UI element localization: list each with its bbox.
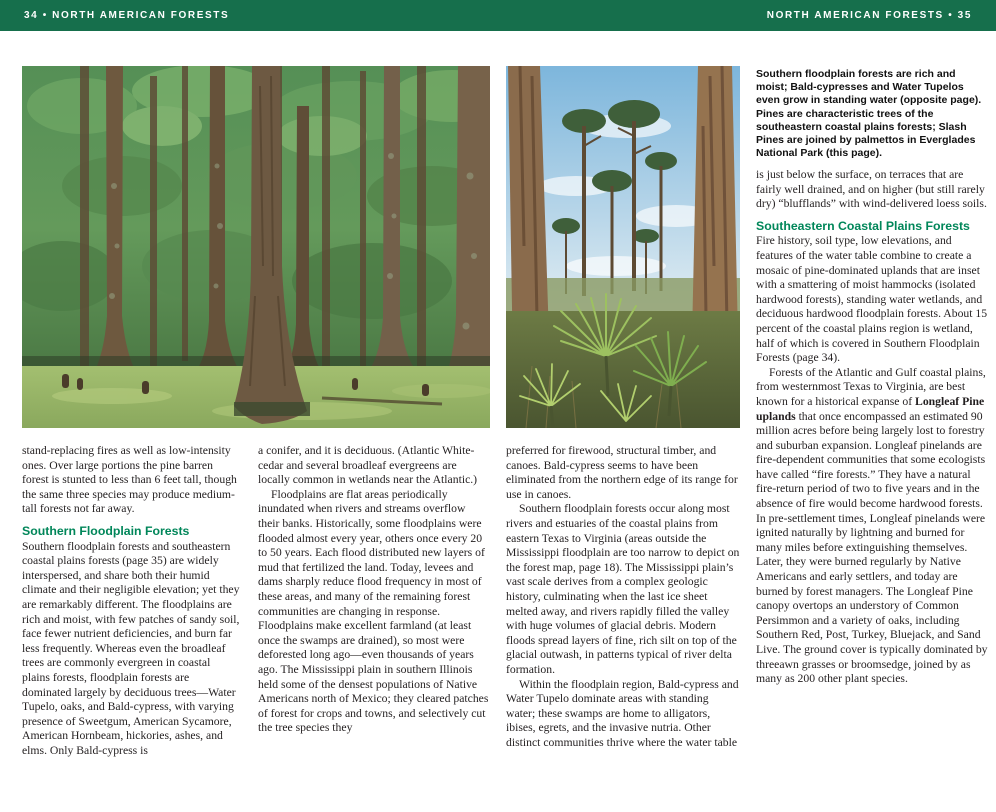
body-paragraph: stand-replacing fires as well as low-intensity ones. Over large portions the pine barren forest is stunted to less than 6 feet tall, though the same three species may produce medium-tall forests not far away. [22, 444, 237, 516]
body-paragraph: Fire history, soil type, low elevations, and features of the water table combine to create a mosaic of pine-dominated uplands that are inset with a smattering of moist hammocks (isolated hardwood forests), standing water wetlands, and deciduous hardwood floodplain forests. About 15 percent of the coastal plains region is wetland, half of which is covered in Southern Floodplain Forests (page 34). [756, 234, 988, 365]
slash-pine-palmetto-photo [506, 66, 740, 428]
text-column-2 [258, 444, 489, 736]
running-header-right: NORTH AMERICAN FORESTS • 35 [766, 10, 972, 21]
pine-photo-illustration [506, 66, 740, 428]
text-column-3 [506, 444, 740, 750]
body-paragraph: preferred for firewood, structural timber, and canoes. Bald-cypress seems to have been eliminated from the northern edge of its range for use in canoes. [506, 444, 738, 501]
body-paragraph: is just below the surface, on terraces that are fairly well drained, and on higher (but still rarely dry) “blufflands” with wind-delivered loess soils. [756, 168, 987, 211]
section-heading: Southern Floodplain Forests [22, 523, 190, 538]
section-heading: Southeastern Coastal Plains Forests [756, 218, 970, 233]
photo-caption: Southern floodplain forests are rich and moist; Bald-cypresses and Water Tupelos even grow in standing water (opposite page). Pines are characteristic trees of the southeastern coastal plains forests; Slash Pines are joined by palmettos in Everglades National Park (this page). [756, 68, 982, 160]
body-paragraph: Forests of the Atlantic and Gulf coastal plains, from westernmost Texas to Virginia, are best known for a historical expanse of Longleaf Pine uplands that once encompassed an estimated 90 million acres before being largely lost to forestry and suburban expansion. Longleaf pinelands are fire-dependent communities that some ecologists have called “fire forests.” They have a natural fire-return period of two to five years and in the absence of fire would become hardwood forests. In pre-settlement times, Longleaf pinelands were ignited naturally by lightning and burned for many miles before extinguishing themselves. Later, they were burned regularly by Native Americans and early settlers, and today are burned by forest managers. The Longleaf Pine canopy overtops an understory of Common Persimmon and a variety of oaks, including Southern Red, Post, Turkey, Bluejack, and Sand Live. The ground cover is typically dominated by threeawn grasses or broomsedge, joined by as many as 200 other plant species. [756, 365, 988, 686]
text-column-1 [22, 444, 241, 758]
body-paragraph: Southern floodplain forests occur along most rivers and estuaries of the coastal plains from eastern Texas to Virginia (areas outside the Mississippi floodplain are too narrow to depict on the forest map, page 18). The Mississippi plain’s vast scale derives from a complex geologic history, culminating when the last ice sheet melted away, and rivers rapidly filled the valley with huge volumes of glacial debris. Modern floods spread layers of fine, rich silt on top of the glacial outwash, in patterns typical of river delta formation. [506, 502, 740, 676]
text-column-4 [756, 168, 989, 687]
body-paragraph: Floodplains are flat areas periodically inundated when rivers and streams overflow their banks. Historically, some floodplains were flooded almost every year, others once every 20 to 50 years. Each flood distributed new layers of mud that fertilized the land. Today, levees and dams sharply reduce flood frequency in most of these areas, and many of the remaining forest communities are changing in response. Floodplains make excellent farmland (at least once the swamps are drained), so most were deforested long ago—even thousands of years ago. The Mississippi plain in southern Illinois held some of the densest populations of Native Americans north of Mexico; they cleared patches of forest for crops and towns, and selectively cut the tree species they [258, 487, 489, 735]
body-paragraph: Southern floodplain forests and southeastern coastal plains forests (page 35) are widely interspersed, and share both their humid climate and their negligible elevation; yet they are remarkably different. The floodplains are rich and moist, with few patches of sandy soil, face fewer nutrient deficiencies, and burn far less frequently. Whereas even the broadleaf trees are commonly evergreen in coastal plains forests, floodplain forests are dominated largely by deciduous trees—Water Tupelo, oaks, and Bald-cypress, with varying presence of Sweetgum, American Sycamore, American Hornbeam, hickories, ashes, and elms. Only Bald-cypress is [22, 539, 240, 757]
running-header-left: 34 • NORTH AMERICAN FORESTS [24, 10, 230, 21]
swamp-photo-illustration [22, 66, 490, 428]
body-paragraph: a conifer, and it is deciduous. (Atlantic White-cedar and several broadleaf evergreens are locally common in wetlands near the Atlantic.) [258, 444, 478, 487]
running-header-bar [0, 0, 996, 31]
body-paragraph: Within the floodplain region, Bald-cypress and Water Tupelo dominate areas with standing water; these swamps are home to alligators, ibises, egrets, and the invasive nutria. Other distinct communities thrive where the water table [506, 677, 739, 749]
bald-cypress-swamp-photo [22, 66, 490, 428]
